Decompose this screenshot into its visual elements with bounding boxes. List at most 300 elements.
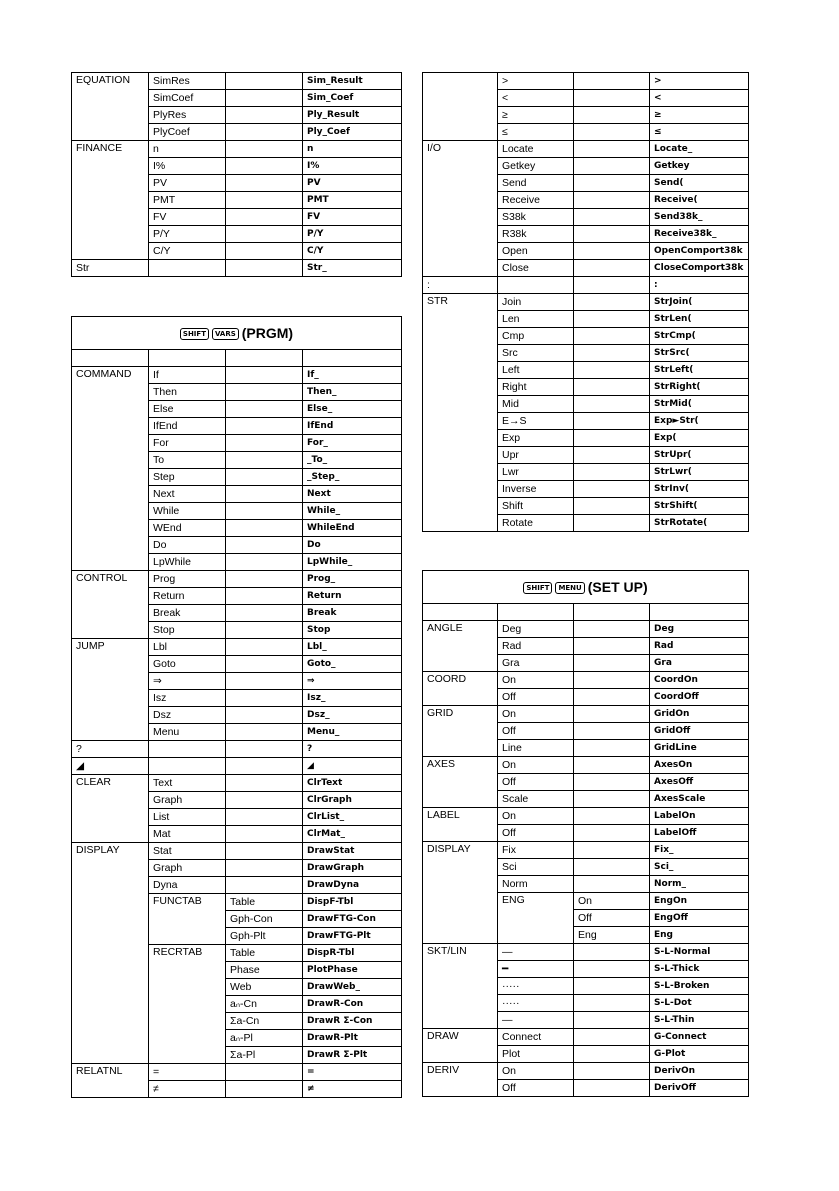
command-cell: ≠ xyxy=(303,1081,402,1098)
command-cell: S-L-Normal xyxy=(650,944,749,961)
command-cell: S-L-Broken xyxy=(650,978,749,995)
subitem-cell: Phase xyxy=(226,962,303,979)
subitem-cell: On xyxy=(574,893,650,910)
command-cell: OpenComport38k xyxy=(650,243,749,260)
subitem-cell xyxy=(226,588,303,605)
prgm-title: (PRGM) xyxy=(241,324,294,341)
subitem-cell xyxy=(574,226,650,243)
group-cell: DISPLAY xyxy=(423,842,498,944)
group-cell xyxy=(423,73,498,141)
subitem-cell xyxy=(574,158,650,175)
subitem-cell xyxy=(574,413,650,430)
command-cell: Else_ xyxy=(303,401,402,418)
command-cell: LabelOff xyxy=(650,825,749,842)
command-cell: ClrText xyxy=(303,775,402,792)
shift-key-icon: SHIFT xyxy=(523,582,552,594)
subitem-cell xyxy=(574,73,650,90)
table-row xyxy=(423,73,749,90)
group-cell: AXES xyxy=(423,757,498,808)
item-cell: ····· xyxy=(498,995,574,1012)
command-cell: StrRight( xyxy=(650,379,749,396)
subitem-cell: Table xyxy=(226,945,303,962)
table-row xyxy=(72,758,402,775)
item-cell: PlyRes xyxy=(149,107,226,124)
table-row xyxy=(72,775,402,792)
table-row xyxy=(72,843,402,860)
subitem-cell xyxy=(226,520,303,537)
group-cell: CONTROL xyxy=(72,571,149,639)
subitem-cell xyxy=(226,724,303,741)
item-cell: I% xyxy=(149,158,226,175)
command-cell: DrawGraph xyxy=(303,860,402,877)
subitem-cell xyxy=(226,73,303,90)
command-cell: G-Connect xyxy=(650,1029,749,1046)
command-cell: Sci_ xyxy=(650,859,749,876)
table-row xyxy=(423,621,749,638)
item-cell: Off xyxy=(498,774,574,791)
command-cell: DrawR Σ-Con xyxy=(303,1013,402,1030)
subitem-cell xyxy=(226,690,303,707)
command-cell: Break xyxy=(303,605,402,622)
subitem-cell xyxy=(574,723,650,740)
command-cell: AxesOn xyxy=(650,757,749,774)
item-cell: P/Y xyxy=(149,226,226,243)
command-cell: Getkey xyxy=(650,158,749,175)
item-cell: Len xyxy=(498,311,574,328)
item-cell: Stat xyxy=(149,843,226,860)
item-cell: Return xyxy=(149,588,226,605)
command-cell: StrLeft( xyxy=(650,362,749,379)
subitem-cell xyxy=(226,469,303,486)
command-cell: AxesOff xyxy=(650,774,749,791)
subitem-cell xyxy=(226,673,303,690)
subitem-cell xyxy=(574,379,650,396)
subitem-cell xyxy=(226,367,303,384)
item-cell: Line xyxy=(498,740,574,757)
item-cell: Graph xyxy=(149,792,226,809)
subitem-cell: Σa-Pl xyxy=(226,1047,303,1064)
command-cell: LpWhile_ xyxy=(303,554,402,571)
group-cell: ? xyxy=(72,741,149,758)
table-row xyxy=(423,277,749,294)
subitem-cell xyxy=(574,1029,650,1046)
command-cell: n xyxy=(303,141,402,158)
table-row xyxy=(423,1029,749,1046)
command-cell: Stop xyxy=(303,622,402,639)
command-cell: Menu_ xyxy=(303,724,402,741)
subitem-cell xyxy=(226,209,303,226)
item-cell: Join xyxy=(498,294,574,311)
command-cell: FV xyxy=(303,209,402,226)
group-cell: I/O xyxy=(423,141,498,277)
table-row xyxy=(72,639,402,656)
setup-blank-row xyxy=(423,604,749,621)
subitem-cell xyxy=(574,90,650,107)
group-cell: RELATNL xyxy=(72,1064,149,1098)
command-cell: StrSrc( xyxy=(650,345,749,362)
command-cell: Next xyxy=(303,486,402,503)
item-cell xyxy=(498,277,574,294)
subitem-cell xyxy=(574,961,650,978)
command-cell: P/Y xyxy=(303,226,402,243)
command-cell: ClrGraph xyxy=(303,792,402,809)
subitem-cell xyxy=(574,621,650,638)
command-cell: Str_ xyxy=(303,260,402,277)
table-row xyxy=(423,672,749,689)
command-cell: EngOn xyxy=(650,893,749,910)
command-cell: Send38k_ xyxy=(650,209,749,226)
subitem-cell xyxy=(226,226,303,243)
command-cell: DrawR-Con xyxy=(303,996,402,1013)
command-cell: Norm_ xyxy=(650,876,749,893)
command-cell: ⇒ xyxy=(303,673,402,690)
command-cell: EngOff xyxy=(650,910,749,927)
subitem-cell xyxy=(574,430,650,447)
command-cell: Then_ xyxy=(303,384,402,401)
subitem-cell xyxy=(226,860,303,877)
item-cell: ≠ xyxy=(149,1081,226,1098)
command-cell: PV xyxy=(303,175,402,192)
subitem-cell xyxy=(574,638,650,655)
subitem-cell xyxy=(226,243,303,260)
command-cell: Ply_Result xyxy=(303,107,402,124)
command-cell: Do xyxy=(303,537,402,554)
command-cell: Fix_ xyxy=(650,842,749,859)
command-cell: C/Y xyxy=(303,243,402,260)
subitem-cell: aₙ-Pl xyxy=(226,1030,303,1047)
command-cell: : xyxy=(650,277,749,294)
item-cell: Lbl xyxy=(149,639,226,656)
prgm-blank-row xyxy=(72,350,402,367)
subitem-cell xyxy=(226,843,303,860)
table-row xyxy=(72,571,402,588)
command-cell: I% xyxy=(303,158,402,175)
command-cell: LabelOn xyxy=(650,808,749,825)
item-cell xyxy=(149,260,226,277)
command-cell: Ply_Coef xyxy=(303,124,402,141)
command-cell: DrawR-Plt xyxy=(303,1030,402,1047)
subitem-cell: Σa-Cn xyxy=(226,1013,303,1030)
subitem-cell xyxy=(226,809,303,826)
table-row xyxy=(423,1063,749,1080)
command-cell: Deg xyxy=(650,621,749,638)
item-cell: Menu xyxy=(149,724,226,741)
item-cell: Src xyxy=(498,345,574,362)
subitem-cell xyxy=(226,826,303,843)
item-cell: To xyxy=(149,452,226,469)
table-row xyxy=(423,842,749,859)
command-cell: StrLen( xyxy=(650,311,749,328)
item-cell: Mat xyxy=(149,826,226,843)
command-cell: Locate_ xyxy=(650,141,749,158)
command-cell: Isz_ xyxy=(303,690,402,707)
subitem-cell xyxy=(226,758,303,775)
subitem-cell xyxy=(574,447,650,464)
item-cell: If xyxy=(149,367,226,384)
command-cell: GridOn xyxy=(650,706,749,723)
subitem-cell xyxy=(226,1064,303,1081)
subitem-cell: Off xyxy=(574,910,650,927)
table-row xyxy=(423,706,749,723)
subitem-cell: Gph-Con xyxy=(226,911,303,928)
command-cell: DrawR Σ-Plt xyxy=(303,1047,402,1064)
group-cell: GRID xyxy=(423,706,498,757)
item-cell: Else xyxy=(149,401,226,418)
command-cell: Eng xyxy=(650,927,749,944)
item-cell: Gra xyxy=(498,655,574,672)
item-cell: On xyxy=(498,808,574,825)
subitem-cell xyxy=(574,362,650,379)
subitem-cell xyxy=(226,435,303,452)
command-cell: StrJoin( xyxy=(650,294,749,311)
subitem-cell xyxy=(226,554,303,571)
command-cell: WhileEnd xyxy=(303,520,402,537)
command-cell: StrInv( xyxy=(650,481,749,498)
command-cell: Sim_Result xyxy=(303,73,402,90)
item-cell: On xyxy=(498,757,574,774)
subitem-cell xyxy=(574,791,650,808)
item-cell: FUNCTAB xyxy=(149,894,226,945)
item-cell: While xyxy=(149,503,226,520)
group-cell: : xyxy=(423,277,498,294)
command-cell: < xyxy=(650,90,749,107)
item-cell: Send xyxy=(498,175,574,192)
item-cell: Fix xyxy=(498,842,574,859)
subitem-cell xyxy=(574,1080,650,1097)
item-cell: Deg xyxy=(498,621,574,638)
item-cell: Sci xyxy=(498,859,574,876)
item-cell xyxy=(149,758,226,775)
item-cell: — xyxy=(498,944,574,961)
command-cell: For_ xyxy=(303,435,402,452)
command-cell: CoordOn xyxy=(650,672,749,689)
setup-header xyxy=(423,571,749,604)
item-cell: For xyxy=(149,435,226,452)
subitem-cell xyxy=(574,859,650,876)
subitem-cell xyxy=(574,277,650,294)
command-cell: G-Plot xyxy=(650,1046,749,1063)
group-cell: ANGLE xyxy=(423,621,498,672)
table-row xyxy=(423,944,749,961)
subitem-cell xyxy=(574,498,650,515)
table-row xyxy=(423,808,749,825)
item-cell: On xyxy=(498,706,574,723)
subitem-cell xyxy=(574,655,650,672)
subitem-cell xyxy=(226,503,303,520)
subitem-cell xyxy=(574,328,650,345)
subitem-cell xyxy=(574,672,650,689)
item-cell: Dyna xyxy=(149,877,226,894)
command-cell: AxesScale xyxy=(650,791,749,808)
command-cell: DerivOff xyxy=(650,1080,749,1097)
item-cell: — xyxy=(498,1012,574,1029)
item-cell: Lwr xyxy=(498,464,574,481)
item-cell: Off xyxy=(498,825,574,842)
item-cell: ━ xyxy=(498,961,574,978)
subitem-cell xyxy=(574,107,650,124)
group-cell: COMMAND xyxy=(72,367,149,571)
subitem-cell xyxy=(574,1012,650,1029)
command-cell: GridLine xyxy=(650,740,749,757)
item-cell: Right xyxy=(498,379,574,396)
subitem-cell: Table xyxy=(226,894,303,911)
item-cell: Cmp xyxy=(498,328,574,345)
command-cell: Sim_Coef xyxy=(303,90,402,107)
item-cell: Close xyxy=(498,260,574,277)
item-cell: Exp xyxy=(498,430,574,447)
subitem-cell xyxy=(226,418,303,435)
command-cell: Send( xyxy=(650,175,749,192)
command-cell: S-L-Thin xyxy=(650,1012,749,1029)
table-row xyxy=(72,741,402,758)
command-cell: StrMid( xyxy=(650,396,749,413)
subitem-cell xyxy=(574,209,650,226)
command-cell: DerivOn xyxy=(650,1063,749,1080)
subitem-cell xyxy=(574,825,650,842)
subitem-cell xyxy=(226,175,303,192)
item-cell: Goto xyxy=(149,656,226,673)
item-cell: Isz xyxy=(149,690,226,707)
item-cell: Open xyxy=(498,243,574,260)
subitem-cell xyxy=(226,537,303,554)
command-cell: While_ xyxy=(303,503,402,520)
subitem-cell xyxy=(574,243,650,260)
command-cell: Dsz_ xyxy=(303,707,402,724)
subitem-cell xyxy=(226,141,303,158)
subitem-cell xyxy=(574,1063,650,1080)
item-cell: Off xyxy=(498,689,574,706)
item-cell: On xyxy=(498,672,574,689)
subitem-cell xyxy=(226,571,303,588)
table-row xyxy=(72,367,402,384)
group-cell: FINANCE xyxy=(72,141,149,260)
subitem-cell xyxy=(226,639,303,656)
command-cell: DrawWeb_ xyxy=(303,979,402,996)
command-cell: Receive( xyxy=(650,192,749,209)
item-cell: PlyCoef xyxy=(149,124,226,141)
item-cell: IfEnd xyxy=(149,418,226,435)
item-cell xyxy=(149,741,226,758)
subitem-cell xyxy=(574,740,650,757)
subitem-cell xyxy=(574,978,650,995)
item-cell: SimRes xyxy=(149,73,226,90)
command-cell: ? xyxy=(303,741,402,758)
subitem-cell xyxy=(574,192,650,209)
command-cell: StrCmp( xyxy=(650,328,749,345)
group-cell: DRAW xyxy=(423,1029,498,1063)
subitem-cell xyxy=(226,775,303,792)
item-cell: List xyxy=(149,809,226,826)
subitem-cell xyxy=(574,345,650,362)
command-cell: StrUpr( xyxy=(650,447,749,464)
subitem-cell xyxy=(226,401,303,418)
subitem-cell xyxy=(574,294,650,311)
subitem-cell xyxy=(226,107,303,124)
command-cell: DrawStat xyxy=(303,843,402,860)
subitem-cell xyxy=(574,515,650,532)
command-cell: ◢ xyxy=(303,758,402,775)
subitem-cell xyxy=(574,757,650,774)
subitem-cell xyxy=(226,452,303,469)
item-cell: ····· xyxy=(498,978,574,995)
command-cell: Exp►Str( xyxy=(650,413,749,430)
item-cell: Prog xyxy=(149,571,226,588)
group-cell: Str xyxy=(72,260,149,277)
item-cell: = xyxy=(149,1064,226,1081)
command-cell: S-L-Thick xyxy=(650,961,749,978)
item-cell: On xyxy=(498,1063,574,1080)
subitem-cell xyxy=(226,707,303,724)
item-cell: Upr xyxy=(498,447,574,464)
item-cell: LpWhile xyxy=(149,554,226,571)
equation-finance-table xyxy=(71,72,402,277)
subitem-cell xyxy=(574,808,650,825)
command-cell: Exp( xyxy=(650,430,749,447)
item-cell: SimCoef xyxy=(149,90,226,107)
item-cell: Off xyxy=(498,723,574,740)
table-row xyxy=(72,1064,402,1081)
subitem-cell xyxy=(226,192,303,209)
subitem-cell xyxy=(226,605,303,622)
item-cell: FV xyxy=(149,209,226,226)
subitem-cell xyxy=(226,656,303,673)
subitem-cell xyxy=(574,706,650,723)
subitem-cell xyxy=(574,464,650,481)
command-cell: DrawDyna xyxy=(303,877,402,894)
command-cell: > xyxy=(650,73,749,90)
subitem-cell xyxy=(226,124,303,141)
item-cell: R38k xyxy=(498,226,574,243)
table-row xyxy=(423,294,749,311)
command-cell: Lbl_ xyxy=(303,639,402,656)
command-cell: DrawFTG-Plt xyxy=(303,928,402,945)
group-cell: CLEAR xyxy=(72,775,149,843)
table-row xyxy=(72,141,402,158)
subitem-cell xyxy=(574,124,650,141)
subitem-cell xyxy=(574,774,650,791)
item-cell: Inverse xyxy=(498,481,574,498)
command-cell: CoordOff xyxy=(650,689,749,706)
subitem-cell xyxy=(226,158,303,175)
setup-title: (SET UP) xyxy=(587,578,648,595)
table-row xyxy=(72,73,402,90)
subitem-cell xyxy=(574,311,650,328)
subitem-cell xyxy=(226,877,303,894)
command-cell: ClrMat_ xyxy=(303,826,402,843)
command-cell: StrLwr( xyxy=(650,464,749,481)
command-cell: If_ xyxy=(303,367,402,384)
item-cell: Break xyxy=(149,605,226,622)
subitem-cell xyxy=(574,175,650,192)
group-cell: EQUATION xyxy=(72,73,149,141)
io-str-table xyxy=(422,72,749,532)
group-cell: JUMP xyxy=(72,639,149,741)
command-cell: PlotPhase xyxy=(303,962,402,979)
item-cell: WEnd xyxy=(149,520,226,537)
subitem-cell xyxy=(226,741,303,758)
subitem-cell xyxy=(574,396,650,413)
item-cell: Dsz xyxy=(149,707,226,724)
item-cell: Rad xyxy=(498,638,574,655)
subitem-cell: aₙ-Cn xyxy=(226,996,303,1013)
command-cell: ≤ xyxy=(650,124,749,141)
subitem-cell xyxy=(226,384,303,401)
subitem-cell: Gph-Plt xyxy=(226,928,303,945)
item-cell: C/Y xyxy=(149,243,226,260)
command-cell: CloseComport38k xyxy=(650,260,749,277)
subitem-cell xyxy=(226,486,303,503)
subitem-cell xyxy=(574,876,650,893)
